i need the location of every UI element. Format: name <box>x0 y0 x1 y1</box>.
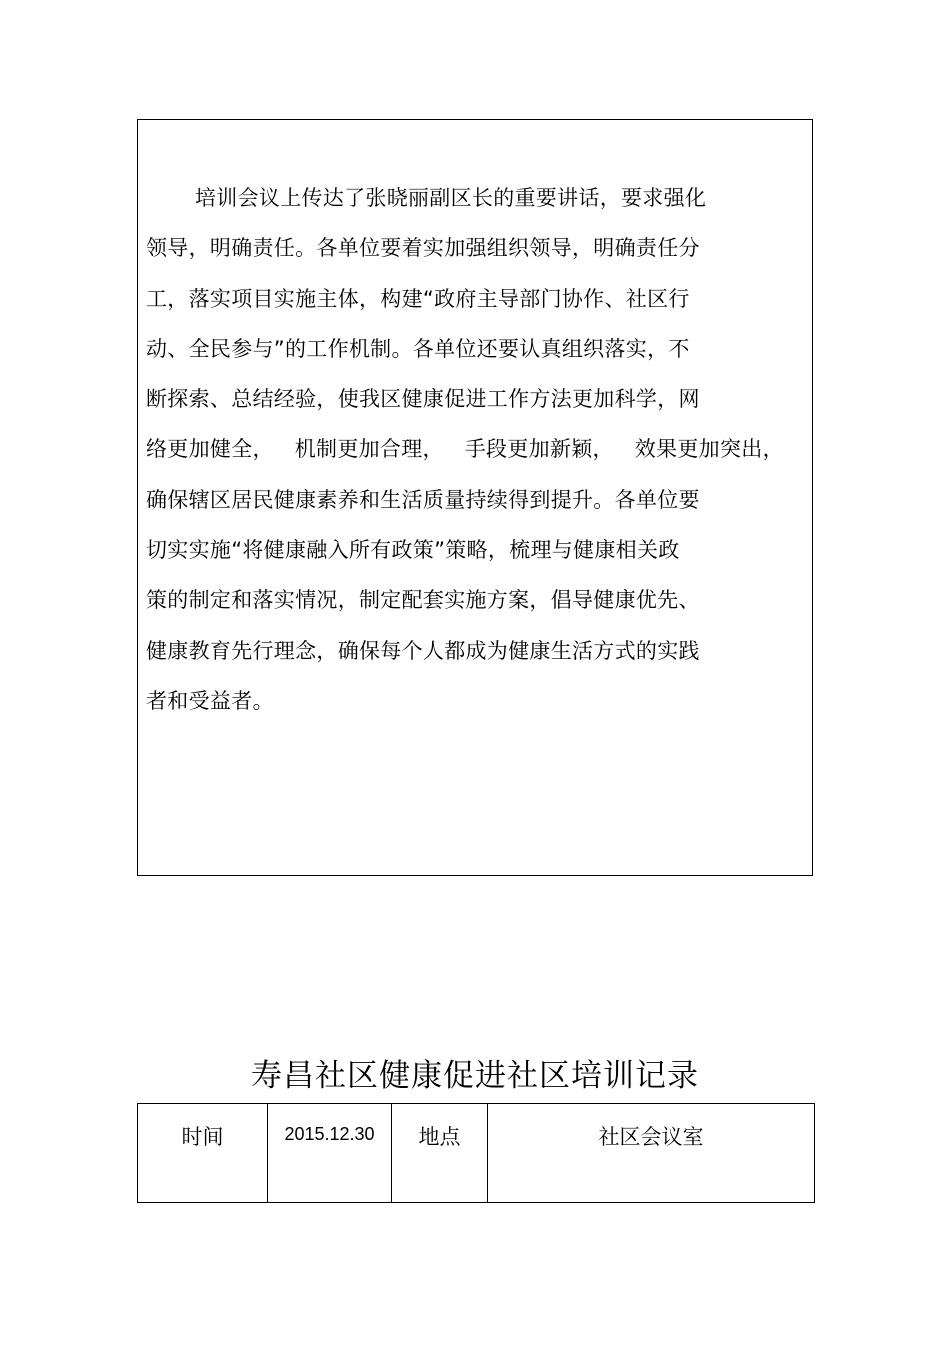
place-label: 地点 <box>418 1125 461 1149</box>
paragraph-line: 策的制定和落实情况，制定配套实施方案，倡导健康优先、 <box>146 588 700 613</box>
paragraph-line: 健康教育先行理念，确保每个人都成为健康生活方式的实践 <box>146 638 700 663</box>
content-box <box>137 119 813 876</box>
paragraph-line: 断探索、总结经验，使我区健康促进工作方法更加科学，网 <box>146 387 700 412</box>
place-label-cell <box>392 1104 488 1203</box>
paragraph-line: 动、全民参与”的工作机制。各单位还要认真组织落实，不 <box>146 336 690 361</box>
place-value: 社区会议室 <box>598 1125 704 1149</box>
record-table <box>137 1103 815 1203</box>
body-paragraph <box>146 180 806 733</box>
paragraph-line: 培训会议上传达了张晓丽副区长的重要讲话，要求强化 <box>195 186 707 210</box>
paragraph-line: 切实实施“将健康融入所有政策”策略，梳理与健康相关政 <box>146 538 680 563</box>
record-title: 寿昌社区健康促进社区培训记录 <box>251 1058 699 1094</box>
time-label-cell <box>138 1104 268 1203</box>
time-label: 时间 <box>181 1125 224 1149</box>
time-value: 2015.12.30 <box>284 1124 375 1144</box>
time-value-cell <box>268 1104 392 1203</box>
table-row <box>138 1104 815 1203</box>
paragraph-line: 络更加健全， 机制更加合理， 手段更加新颖， 效果更加突出， <box>146 437 784 462</box>
paragraph-line: 工，落实项目实施主体，构建“政府主导部门协作、社区行 <box>146 286 690 311</box>
place-value-cell <box>488 1104 815 1203</box>
paragraph-line: 确保辖区居民健康素养和生活质量持续得到提升。各单位要 <box>146 487 700 512</box>
paragraph-line: 领导，明确责任。各单位要着实加强组织领导，明确责任分 <box>146 236 700 261</box>
paragraph-line: 者和受益者。 <box>146 688 274 713</box>
